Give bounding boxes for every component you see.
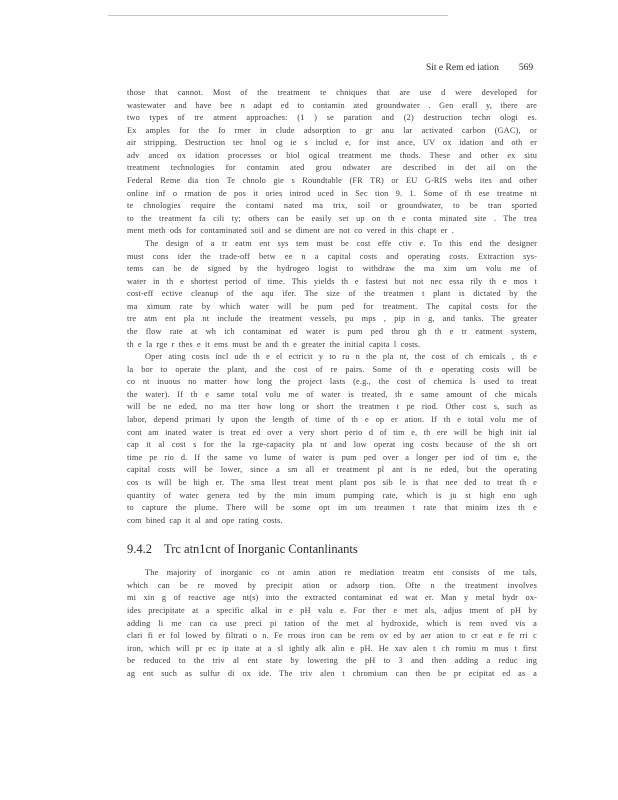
text-line: th e la rge r thes e it ems must be and th e greater the initial capita l costs.	[127, 339, 421, 349]
text-line: mi xin g of reactive age nt(s) into the extracted contaminat ed wat er. Man y metal hydr ox-	[127, 593, 537, 603]
section-number: 9.4.2	[127, 542, 152, 557]
text-line: clari fi er fol lowed by filtrati o n. Fe rrous iron can be rem ov ed by aer ation to cr eat e fe rri c	[127, 631, 537, 641]
text-line: ag ent such as sulfur di ox ide. The triv alen t chromium can then be pr ecipitat ed as a	[127, 668, 537, 678]
text-line: will be ne eded, no ma tter how long or short the treatmen t pe riod. Other cost s, such as	[127, 402, 537, 412]
text-line: capital costs will be lower, since a sm all er treatment pl ant is ne eded, but the operating	[127, 465, 537, 475]
text-line: cost-eff ective cleanup of the aqu ifer. The size of the treatmen t plant is dictated by the	[127, 289, 537, 299]
text-line: tre atm ent pla nt include the treatment vessels, pu mps , pip in g, and tanks. The greater	[127, 314, 537, 324]
text-line: ides precipitate at a specific alkal in e pH valu e. For ther e met als, adjus tment of pH by	[127, 605, 537, 615]
text-line: two types of tre atment approaches: (1 ) se paration and (2) destruction techn ologi es.	[127, 113, 537, 123]
text-line: labor, depend primari ly upon the length of time of th e op er ation. If th e total volu me of	[127, 415, 537, 425]
text-line: tems can be de signed by the hydrogeo logist to withdraw the ma xim um volu me of	[127, 264, 537, 274]
text-line: online inf o rmation de pos it ories introd uced in Sec tion 9. 1. Some of th ese treatme nt	[127, 188, 537, 198]
paragraph-4	[127, 567, 537, 680]
section-heading	[127, 541, 537, 557]
text-line: the flow rate at wh ich contaminat ed water is pum ped throu gh th e tr eatment system,	[127, 326, 537, 336]
text-line: The majority of inorganic co nt amin ation re mediation treatm ent consists of me tals,	[145, 568, 537, 578]
page-number: 569	[518, 63, 534, 73]
text-line: ma ximum rate by which water will be pum ped for treatment. The capital costs for the	[127, 301, 537, 311]
text-line: which can be re moved by precipit ation or adsorp tion. Ofte n the treatment involves	[127, 580, 537, 590]
body-text	[127, 87, 537, 680]
text-line: iron, which will pr ec ip itate at a sl ightly alk alin e pH. He xav alen t ch romiu m mus t first	[127, 643, 537, 653]
text-line: co nt inuous no matter how long the project lasts (e.g., the cost of chemica ls used to treat	[127, 377, 537, 387]
text-line: com bined cap it al and ope rating costs.	[127, 515, 283, 525]
text-line: must cons ider the trade-off betw ee n a capital costs and operating costs. Extraction sys-	[127, 251, 537, 261]
text-line: water in th e shortest period of time. This yields th e fastest but not nec essa rily th e mos t	[127, 276, 537, 286]
text-line: te chnologies require the contami nated ma trix, soil or groundwater, to be tran sported	[127, 201, 537, 211]
running-title: Sit e Rem ed iation	[426, 63, 499, 73]
text-line: ment meth ods for contaminated soil and se diment are not co vered in this chapt er .	[127, 226, 454, 236]
text-line: la bor to operate the plant, and the cost of re pairs. Some of th e operating costs will be	[127, 364, 537, 374]
text-line: treatment technologies for contamin ated grou ndwater are described in det ail on the	[127, 163, 537, 173]
text-line: to capture the plume. There will be some opt im um treatmen t rate that minim izes th e	[127, 503, 537, 513]
text-line: quantity of water genera ted by the min imum pumping rate, which is ju st high eno ugh	[127, 490, 537, 500]
text-line: The design of a tr eatm ent sys tem must be cost effe ctiv e. To this end the designer	[145, 238, 537, 248]
text-line: air stripping. Destruction tec hnol og ie s includ e, for inst ance, UV ox idation and oth er	[127, 138, 537, 148]
top-rule	[108, 15, 448, 16]
text-line: those that cannot. Most of the treatment te chniques that are use d were developed for	[127, 88, 537, 97]
text-line: be reduced to the triv al ent state by lowering the pH to 3 and then adding a reduc ing	[127, 656, 537, 666]
text-line: adv anced ox idation processes or biol ogical treatment me thods. These and other ex situ	[127, 150, 537, 160]
paragraph-3	[127, 351, 537, 527]
paragraph-2	[127, 238, 537, 351]
text-line: cont am inated water is treat ed over a very short perio d of tim e, th ere will be high init ial	[127, 427, 537, 437]
text-line: adding li me can ca use preci pi tation of the met al hydroxide, which is rem oved vis a	[127, 618, 537, 628]
text-line: cos ts will be high er. The sma llest treat ment plant pos sib le is that nee ded to treat th e	[127, 477, 537, 487]
text-line: wastewater and have bee n adapt ed to contamin ated groundwater . Gen erall y, there are	[127, 100, 537, 110]
text-line: Oper ating costs incl ude th e el ectricit y to ru n the pla nt, the cost of ch emicals , th e	[145, 352, 537, 362]
text-line: Federal Reme dia tion Te chnolo gie s Roundtable (FR TR) or EU G-RIS webs ites and other	[127, 176, 537, 186]
running-header	[426, 63, 533, 73]
text-line: to the treatment fa cili ty; others can be easily set up on th e conta minated site . The trea	[127, 213, 537, 223]
text-line: cap it al cost s for the la rge-capacity pla nt and low operat ing costs because of the sh ort	[127, 440, 537, 450]
text-line: the water). If th e same total volu me of water is treated, th e same amount of che micals	[127, 389, 537, 399]
paragraph-1	[127, 87, 537, 238]
section-title: Trc atn1cnt of Inorganic Contanlinants	[164, 542, 358, 557]
text-line: time pe rio d. If the same vo lume of water is pum ped over a longer per iod of tim e, the	[127, 452, 537, 462]
text-line: Ex amples for the fo rmer in clude adsorption to gr anu lar activated carbon (GAC), or	[127, 125, 537, 135]
